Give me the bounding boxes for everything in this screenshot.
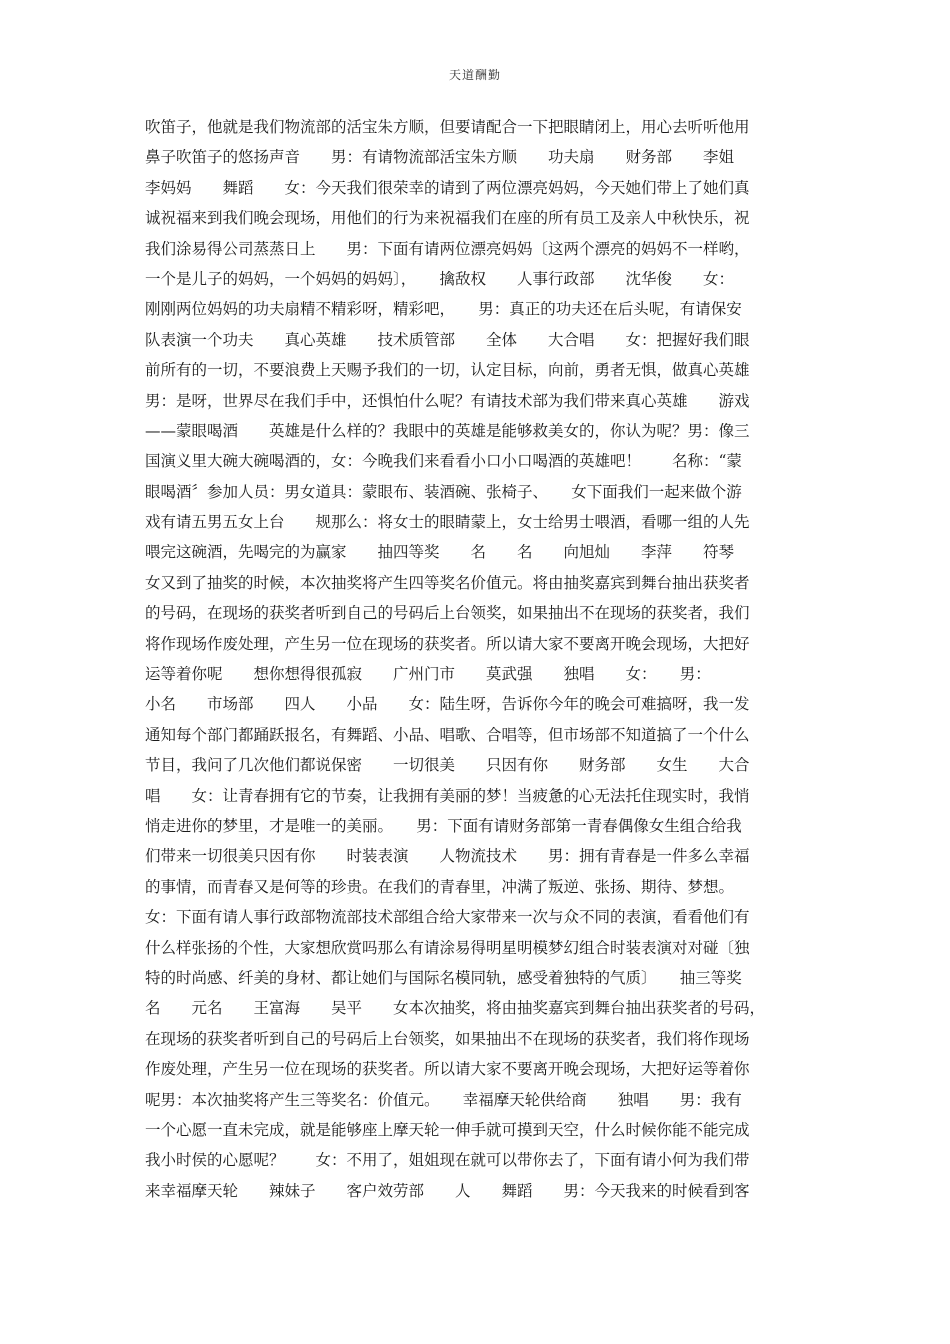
text-line: 李妈妈 舞蹈 女：今天我们很荣幸的请到了两位漂亮妈妈，今天她们带上了她们真 bbox=[145, 178, 750, 197]
text-line: 特的时尚感、纤美的身材、都让她们与国际名模同轨，感受着独特的气质〕 抽三等奖 bbox=[145, 968, 742, 987]
text-line: 悄走进你的梦里，才是唯一的美丽。 男：下面有请财务部第一青春偶像女生组合给我 bbox=[145, 816, 742, 835]
text-line: 鼻子吹笛子的悠扬声音 男：有请物流部活宝朱方顺 功夫扇 财务部 李姐 bbox=[145, 148, 735, 167]
text-line: 名 元名 王富海 吴平 女本次抽奖，将由抽奖嘉宾到舞台抽出获奖者的号码， bbox=[145, 999, 766, 1018]
text-line: 刚刚两位妈妈的功夫扇精不精彩呀，精彩吧， 男：真正的功夫还在后头呢，有请保安 bbox=[145, 300, 742, 319]
text-line: 节目，我问了几次他们都说保密 一切很美 只因有你 财务部 女生 大合 bbox=[145, 756, 750, 775]
text-line: 女又到了抽奖的时候，本次抽奖将产生四等奖名价值元。将由抽奖嘉宾到舞台抽出获奖者 bbox=[145, 573, 750, 592]
text-line: 前所有的一切，不要浪费上天赐予我们的一切，认定目标，向前，勇者无惧，做真心英雄 bbox=[145, 361, 750, 380]
text-line: 诚祝福来到我们晚会现场，用他们的行为来祝福我们在座的所有员工及亲人中秋快乐，祝 bbox=[145, 209, 750, 228]
text-line: 我小时侯的心愿呢？ 女：不用了，姐姐现在就可以带你去了，下面有请小何为我们带 bbox=[145, 1151, 750, 1170]
text-line: 国演义里大碗大碗喝酒的，女：今晚我们来看看小口小口喝酒的英雄吧！ 名称：“蒙 bbox=[145, 452, 742, 471]
text-line: 队表演一个功夫 真心英雄 技术质管部 全体 大合唱 女：把握好我们眼 bbox=[145, 330, 750, 349]
text-line: 小名 市场部 四人 小品 女：陆生呀，告诉你今年的晚会可难搞呀，我一发 bbox=[145, 695, 750, 714]
text-line: 吹笛子，他就是我们物流部的活宝朱方顺，但要请配合一下把眼睛闭上，用心去听听他用 bbox=[145, 118, 750, 136]
text-line: 什么样张扬的个性，大家想欣赏吗那么有请涂易得明星明模梦幻组合时装表演对对碰〔独 bbox=[145, 938, 750, 957]
text-line: 的事情，而青春又是何等的珍贵。在我们的青春里，冲满了叛逆、张扬、期待、梦想。 bbox=[145, 877, 735, 896]
text-line: 们带来一切很美只因有你 时装表演 人物流技术 男：拥有青春是一件多么幸福 bbox=[145, 847, 750, 866]
text-line: 在现场的获奖者听到自己的号码后上台领奖，如果抽出不在现场的获奖者，我们将作现场 bbox=[145, 1029, 750, 1048]
page-header: 天道酬勤 bbox=[448, 68, 501, 82]
text-line: 将作现场作废处理，产生另一位在现场的获奖者。所以请大家不要离开晚会现场，大把好 bbox=[145, 634, 750, 653]
body-text bbox=[145, 112, 815, 1206]
text-line: 戏有请五男五女上台 规那么：将女士的眼睛蒙上，女士给男士喂酒，看哪一组的人先 bbox=[145, 513, 750, 532]
text-line: 一个心愿一直未完成，就是能够座上摩天轮一伸手就可摸到天空，什么时候你能不能完成 bbox=[145, 1120, 750, 1139]
text-line: 唱 女：让青春拥有它的节奏，让我拥有美丽的梦！当疲惫的心无法托住现实时，我悄 bbox=[145, 786, 750, 805]
text-line: 通知每个部门都踊跃报名，有舞蹈、小品、唱歌、合唱等，但市场部不知道搞了一个什么 bbox=[145, 725, 750, 744]
text-line: 的号码，在现场的获奖者听到自己的号码后上台领奖，如果抽出不在现场的获奖者，我们 bbox=[145, 604, 750, 623]
text-line: 来幸福摩天轮 辣妹子 客户效劳部 人 舞蹈 男：今天我来的时候看到客 bbox=[145, 1181, 750, 1200]
text-line: 运等着你呢 想你想得很孤寂 广州门市 莫武强 独唱 女： 男： bbox=[145, 665, 711, 684]
text-line: 男：是呀，世界尽在我们手中，还惧怕什么呢？有请技术部为我们带来真心英雄 游戏 bbox=[145, 391, 750, 410]
text-line: 我们涂易得公司蒸蒸日上 男：下面有请两位漂亮妈妈〔这两个漂亮的妈妈不一样哟， bbox=[145, 239, 750, 258]
text-line: ——蒙眼喝酒 英雄是什么样的？我眼中的英雄是能够救美女的，你认为呢？男：像三 bbox=[145, 421, 750, 440]
text-line: 眼喝酒〞参加人员：男女道具：蒙眼布、装酒碗、张椅子、 女下面我们一起来做个游 bbox=[145, 482, 742, 501]
text-line: 作废处理，产生另一位在现场的获奖者。所以请大家不要离开晚会现场，大把好运等着你 bbox=[145, 1060, 750, 1079]
text-line: 一个是儿子的妈妈，一个妈妈的妈妈〕， 擒敌权 人事行政部 沈华俊 女： bbox=[145, 269, 735, 288]
text-line: 女：下面有请人事行政部物流部技术部组合给大家带来一次与众不同的表演，看看他们有 bbox=[145, 908, 750, 927]
text-line: 呢男：本次抽奖将产生三等奖名：价值元。 幸福摩天轮供给商 独唱 男：我有 bbox=[145, 1090, 742, 1109]
text-line: 喂完这碗酒，先喝完的为赢家 抽四等奖 名 名 向旭灿 李萍 符琴 bbox=[145, 543, 735, 562]
